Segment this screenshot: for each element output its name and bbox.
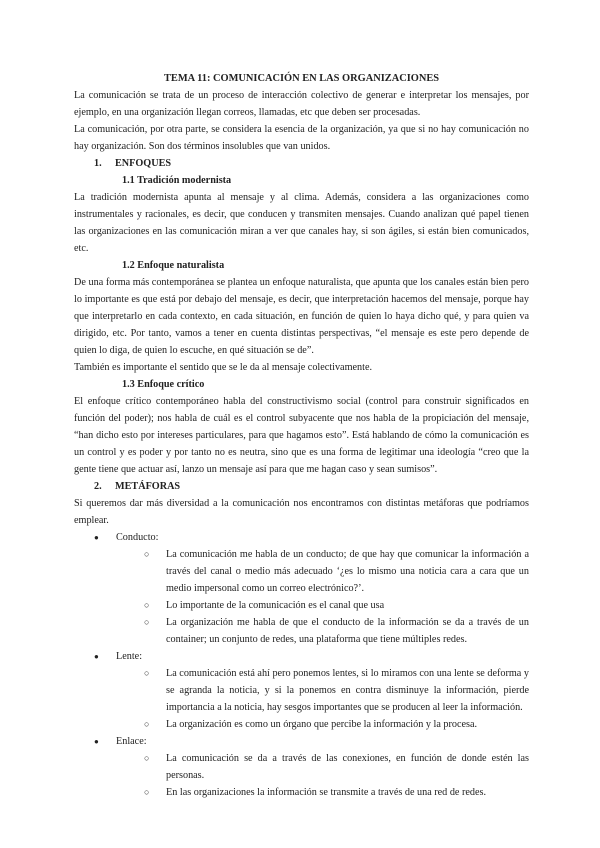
document-title: TEMA 11: COMUNICACIÓN EN LAS ORGANIZACIONES	[163, 73, 440, 84]
intro-paragraph-2: La comunicación, por otra parte, se considera la esencia de la organización, ya que si no hay comunicación no hay organización. Son dos términos insolubles que van unidos.	[74, 124, 529, 152]
section-number: 2.	[94, 481, 102, 492]
subsection-heading-critico: 1.3 Enfoque crítico	[122, 379, 205, 390]
list-item-lente	[94, 648, 529, 733]
paragraph-modernista: La tradición modernista apunta al mensaje y al clima. Además, considera a las organizaciones como instrumentales y racionales, es decir, que conducen y transmiten mensajes. Cuando analizan qué papel tienen las organizaciones en las comunicación miran a ver que canales hay, si son ágiles, si están bien comunicados, etc.	[74, 192, 529, 254]
sublist-item: ○ La organización me habla de que el conducto de la información se da a través de un container; un conjunto de redes, una plataforma que tiene múltiples redes.	[138, 614, 529, 648]
section-number: 1.	[94, 158, 102, 169]
sublist-conducto	[116, 546, 529, 648]
sublist-enlace	[116, 750, 529, 801]
sublist-item: ○ La comunicación se da a través de las conexiones, en función de donde estén las personas.	[138, 750, 529, 784]
intro-paragraph-1: La comunicación se trata de un proceso de interacción colectivo de generar e interpretar los mensajes, por ejemplo, en una organización llegan correos, llamadas, etc que deben ser procesadas.	[74, 90, 529, 118]
subsection-heading-modernista: 1.1 Tradición modernista	[122, 175, 232, 186]
list-item-label: Lente:	[116, 651, 143, 662]
list-item-label: Conducto:	[116, 532, 159, 543]
section-heading-metaforas	[94, 478, 529, 495]
list-item-label: Enlace:	[116, 736, 147, 747]
metaphor-list	[74, 529, 529, 801]
paragraph-critico: El enfoque crítico contemporáneo habla del constructivismo social (control para construir significados en función del poder); nos habla de cuál es el control subyacente que nos habla de la propiciación del mensaje, “han dicho esto por intereses particulares, para que hagamos esto”. Está hablando de cómo la comunicación es un control y es poder y por tanto no es neutra, sino que es una forma de legitimar una ideología “creo que la gente tiene que actuar así, lanzo un mensaje así para que me hagan caso y sean sumisos”.	[74, 396, 529, 475]
paragraph-naturalista-2: También es importante el sentido que se le da al mensaje colectivamente.	[74, 362, 373, 373]
section-title: ENFOQUES	[115, 158, 172, 169]
section-heading-enfoques	[94, 155, 529, 172]
document-page	[74, 70, 529, 801]
paragraph-metaforas-intro: Si queremos dar más diversidad a la comunicación nos encontramos con distintas metáforas que podríamos emplear.	[74, 498, 529, 526]
paragraph-naturalista: De una forma más contemporánea se plantea un enfoque naturalista, que apunta que los canales están bien pero lo importante es que está por debajo del mensaje, es decir, que interpretación hacemos del mensaje, porque hay que interpretarlo en cada contexto, en cada situación, en función de quien lo haya dicho qué, y para quien va dirigido, etc. Por tanto, vamos a tener en cuenta distintas perspectivas, “el mensaje es este pero depende de quien lo diga, de quien lo escuche, en qué situación se de”.	[74, 277, 529, 356]
sublist-item: ○ La organización es como un órgano que percibe la información y la procesa.	[138, 716, 529, 733]
list-item-conducto	[94, 529, 529, 648]
sublist-item: ○ Lo importante de la comunicación es el canal que usa	[138, 597, 529, 614]
sublist-lente	[116, 665, 529, 733]
sublist-item: ○ La comunicación está ahí pero ponemos lentes, si lo miramos con una lente se deforma y se agranda la noticia, y si la ponemos en contra disminuye la información, pierde importancia a la noticia, hay sesgos importantes que se producen al leer la información.	[138, 665, 529, 716]
list-item-enlace	[94, 733, 529, 801]
sublist-item: ○ En las organizaciones la información se transmite a través de una red de redes.	[138, 784, 529, 801]
subsection-heading-naturalista: 1.2 Enfoque naturalista	[122, 260, 225, 271]
sublist-item: ○ La comunicación me habla de un conducto; de que hay que comunicar la información a través del canal o medio más adecuado ‘¿es lo mismo una noticia cara a cara que un medio impersonal como un correo electrónico?’.	[138, 546, 529, 597]
section-title: METÁFORAS	[115, 481, 181, 492]
